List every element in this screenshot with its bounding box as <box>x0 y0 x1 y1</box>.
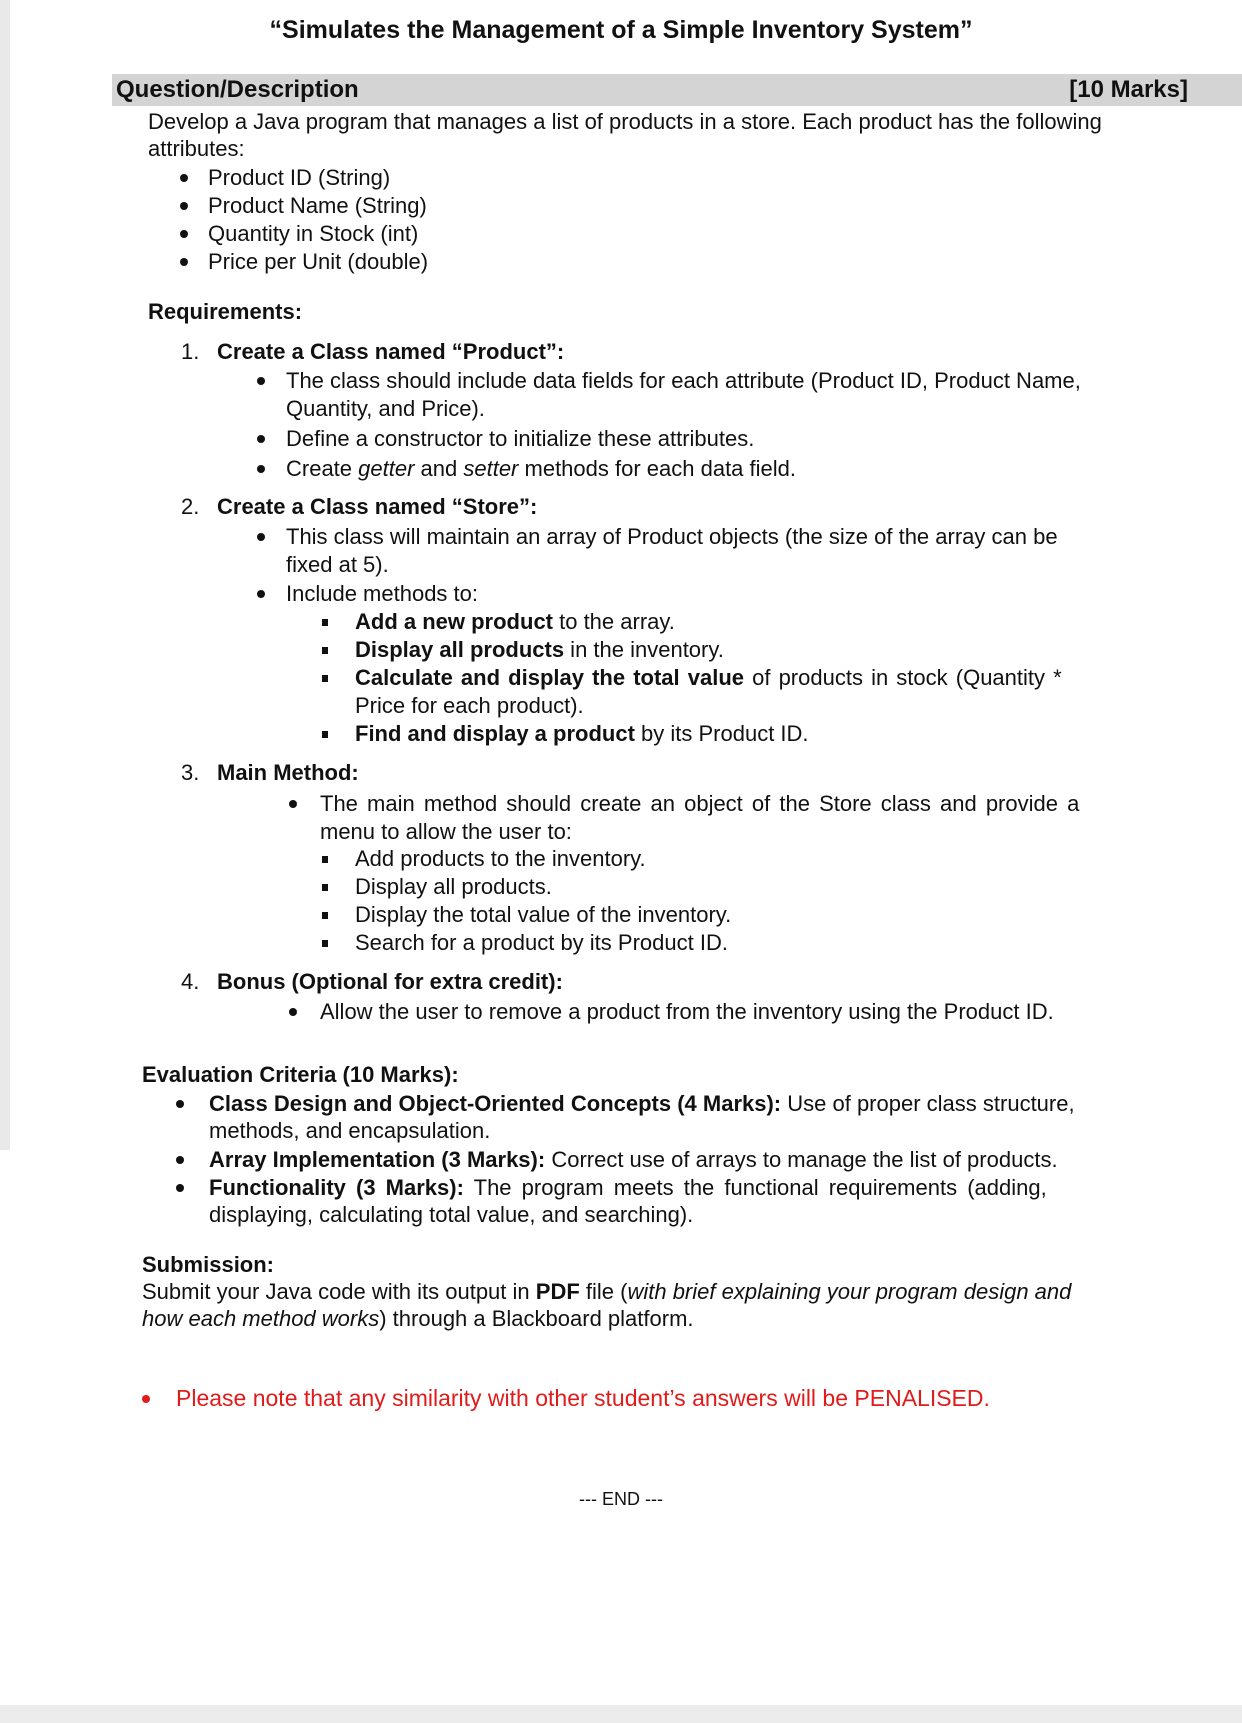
intro-line-2: attributes: <box>148 136 245 161</box>
document-title: “Simulates the Management of a Simple Inventory System” <box>269 16 973 44</box>
page-edge-bottom <box>0 1705 1242 1723</box>
bullet-icon <box>257 590 265 598</box>
req4-number: 4. <box>181 969 200 994</box>
evaluation-criterion-1: Class Design and Object-Oriented Concepts (4 Marks): Use of proper class structure, <box>209 1091 1075 1116</box>
square-bullet-icon <box>322 619 328 626</box>
question-label: Question/Description <box>116 76 359 103</box>
attribute-item: Product Name (String) <box>208 193 427 218</box>
req2-method-2: Display all products in the inventory. <box>355 637 724 662</box>
req4-bullet-1: Allow the user to remove a product from the inventory using the Product ID. <box>320 999 1054 1024</box>
req2-method-3: Calculate and display the total value of products in stock (Quantity * <box>355 665 1062 690</box>
req1-bullet-1-line-1: The class should include data fields for each attribute (Product ID, Product Name, <box>286 368 1081 393</box>
req3-menu-item: Add products to the inventory. <box>355 846 646 871</box>
bullet-icon <box>289 1008 297 1016</box>
square-bullet-icon <box>322 884 328 891</box>
square-bullet-icon <box>322 647 328 654</box>
bullet-icon <box>289 800 297 808</box>
intro-line-1: Develop a Java program that manages a list of products in a store. Each product has the following <box>148 109 1102 134</box>
req1-bullet-1-line-2: Quantity, and Price). <box>286 396 485 421</box>
evaluation-heading: Evaluation Criteria (10 Marks): <box>142 1062 459 1087</box>
req4-title: Bonus (Optional for extra credit): <box>217 969 563 994</box>
bullet-icon <box>180 258 188 266</box>
bullet-icon <box>180 202 188 210</box>
req3-bullet-1-line-1: The main method should create an object of the Store class and provide a <box>320 791 1080 816</box>
req2-bullet-2: Include methods to: <box>286 581 479 606</box>
req3-menu-item: Search for a product by its Product ID. <box>355 930 728 955</box>
req1-bullet-2: Define a constructor to initialize these attributes. <box>286 426 755 451</box>
square-bullet-icon <box>322 912 328 919</box>
bullet-icon <box>257 533 265 541</box>
bullet-icon <box>257 435 265 443</box>
req3-number: 3. <box>181 760 200 785</box>
req2-method-4: Find and display a product by its Product ID. <box>355 721 809 746</box>
req3-menu-item: Display the total value of the inventory. <box>355 902 732 927</box>
attribute-item: Price per Unit (double) <box>208 249 429 274</box>
req3-title: Main Method: <box>217 760 359 785</box>
bullet-icon <box>176 1184 184 1192</box>
req3-menu-item: Display all products. <box>355 874 552 899</box>
req1-title: Create a Class named “Product”: <box>217 339 565 364</box>
req2-method-1: Add a new product to the array. <box>355 609 675 634</box>
square-bullet-icon <box>322 856 328 863</box>
attribute-item: Product ID (String) <box>208 165 391 190</box>
submission-line-2: how each method works) through a Blackboard platform. <box>142 1306 694 1331</box>
submission-heading: Submission: <box>142 1252 275 1277</box>
bullet-icon <box>257 377 265 385</box>
submission-line-1: Submit your Java code with its output in PDF file (with brief explaining your program design and <box>142 1279 1072 1304</box>
plagiarism-note: Please note that any similarity with other student’s answers will be PENALISED. <box>176 1385 990 1411</box>
req2-method-3-line-2: Price for each product). <box>355 693 584 718</box>
question-header-bar <box>112 74 1242 106</box>
req2-title: Create a Class named “Store”: <box>217 494 538 519</box>
square-bullet-icon <box>322 675 328 682</box>
evaluation-criterion-2: Array Implementation (3 Marks): Correct use of arrays to manage the list of products. <box>209 1147 1058 1172</box>
req2-bullet-1-line-1: This class will maintain an array of Product objects (the size of the array can be <box>286 524 1058 549</box>
req2-number: 2. <box>181 494 200 519</box>
marks-label: [10 Marks] <box>1069 76 1188 103</box>
requirements-heading: Requirements: <box>148 299 303 324</box>
evaluation-criterion-3-line-2: displaying, calculating total value, and searching). <box>209 1202 694 1227</box>
evaluation-criterion-3: Functionality (3 Marks): The program meets the functional requirements (adding, <box>209 1175 1047 1200</box>
square-bullet-icon <box>322 731 328 738</box>
red-bullet-icon <box>142 1395 150 1403</box>
bullet-icon <box>257 465 265 473</box>
bullet-icon <box>180 174 188 182</box>
bullet-icon <box>180 230 188 238</box>
attribute-item: Quantity in Stock (int) <box>208 221 419 246</box>
req3-bullet-1-line-2: menu to allow the user to: <box>320 819 572 844</box>
req1-bullet-3: Create getter and setter methods for each data field. <box>286 456 797 481</box>
bullet-icon <box>176 1100 184 1108</box>
evaluation-criterion-1-line-2: methods, and encapsulation. <box>209 1118 491 1143</box>
square-bullet-icon <box>322 940 328 947</box>
req2-bullet-1-line-2: fixed at 5). <box>286 552 389 577</box>
end-marker: --- END --- <box>579 1489 663 1509</box>
bullet-icon <box>176 1156 184 1164</box>
req1-number: 1. <box>181 339 200 364</box>
